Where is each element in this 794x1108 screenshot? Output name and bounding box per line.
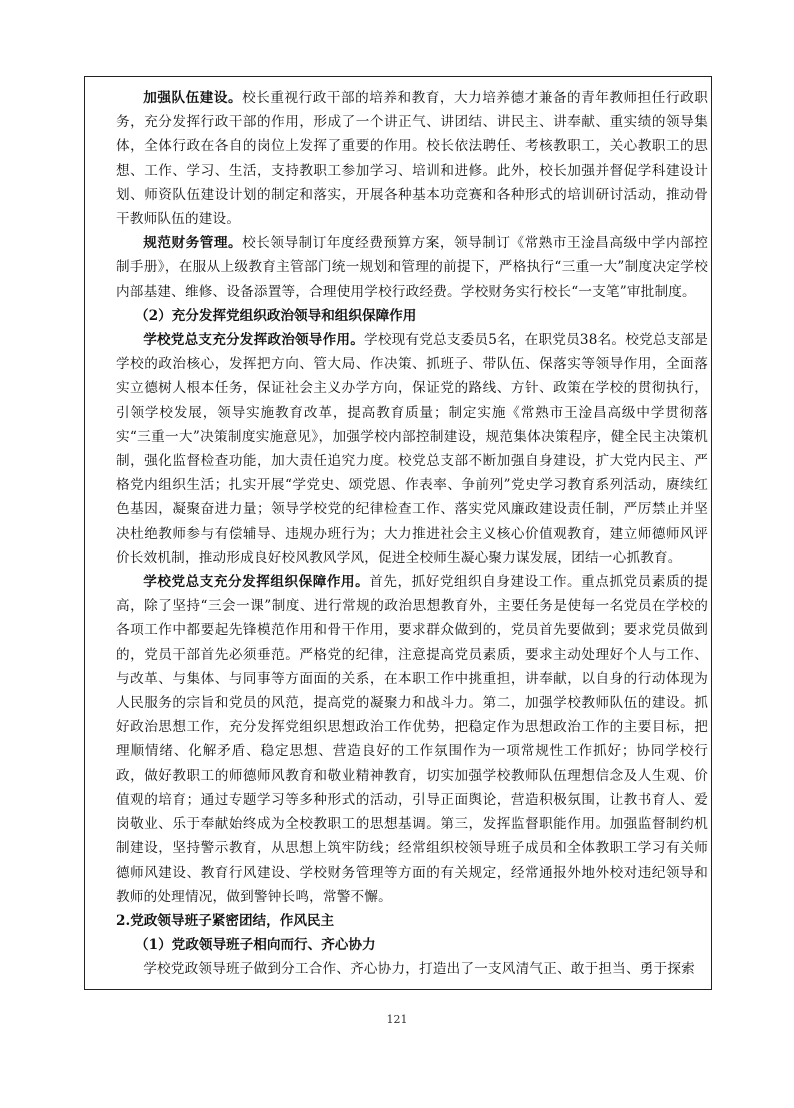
paragraph-organizational-guarantee: [116, 570, 708, 909]
paragraph-lead: 规范财务管理。: [143, 235, 243, 252]
document-body: [116, 86, 708, 982]
paragraph-finance: [116, 231, 708, 304]
paragraph-text: 校长领导制订年度经费预算方案，领导制订《常熟市王淦昌高级中学内部控制手册》，在服从上级教育主管部门统一规划和管理的前提下，严格执行“三重一大”制度决定学校内部基建、维修、设备添置等，合理使用学校行政经费。学校财务实行校长“一支笔”审批制度。: [116, 235, 708, 300]
section-heading: （2）充分发挥党组织政治领导和组织保障作用: [135, 307, 417, 324]
paragraph-lead: 学校党总支充分发挥组织保障作用。: [143, 574, 370, 591]
paragraph-lead: 学校党总支充分发挥政治领导作用。: [143, 332, 365, 349]
page-number: 121: [386, 1013, 408, 1026]
section-heading: 2.党政领导班子紧密团结，作风民主: [116, 912, 335, 929]
paragraph-lead: 加强队伍建设。: [143, 90, 243, 106]
paragraph-political-leadership: [116, 328, 708, 570]
paragraph-team-building: [116, 86, 708, 231]
subsection-heading: （1）党政领导班子相向而行、齐心协力: [135, 937, 376, 954]
paragraph-text: 首先，抓好党组织自身建设工作。重点抓党员素质的提高，除了坚持“三会一课”制度、进行常规的政治思想教育外，主要任务是使每一名党员在学校的各项工作中都要起先锋模范作用和骨干作用，要求群众做到的，党员首先要做到；要求党员做到的，党员干部首先必须垂范。严格党的纪律，注意提高党员素质，要求主动处理好个人与工作、与改革、与集体、与同事等方面面的关系，在本职工作中挑重担，讲奉献，以自身的行动体现为人民服务的宗旨和党员的风范，提高党的凝聚力和战斗力。第二，加强学校教师队伍的建设。抓好政治思想工作，充分发挥党组织思想政治工作优势，把稳定作为思想政治工作的主要目标，把理顺情绪、化解矛盾、稳定思想、营造良好的工作氛围作为一项常规性工作抓好；协同学校行政，做好教职工的师德师风教育和敬业精神教育，切实加强学校教师队伍理想信念及人生观、价值观的培育；通过专题学习等多种形式的活动，引导正面舆论，营造积极氛围，让教书育人、爱岗敬业、乐于奉献始终成为全校教职工的思想基调。第三，发挥监督职能作用。加强监督制约机制建设，坚持警示教育，从思想上筑牢防线；经常组织校领导班子成员和全体教职工学习有关师德师风建设、教育行风建设、学校财务管理等方面的有关规定，经常通报外地外校对违纪领导和教师的处理情况，做到警钟长鸣，常警不懈。: [116, 574, 708, 905]
paragraph-text: 校长重视行政干部的培养和教育，大力培养德才兼备的青年教师担任行政职务，充分发挥行政干部的作用，形成了一个讲正气、讲团结、讲民主、讲奉献、重实绩的领导集体，全体行政在各自的岗位上发挥了重要的作用。校长依法聘任、考核教职工，关心教职工的思想、工作、学习、生活，支持教职工参加学习、培训和进修。此外，校长加强并督促学科建设计划、师资队伍建设计划的制定和落实，开展各种基本功竞赛和各种形式的培训研讨活动，推动骨干教师队伍的建设。: [116, 90, 708, 228]
paragraph-text: 学校现有党总支委员5名，在职党员38名。校党总支部是学校的政治核心，发挥把方向、管大局、作决策、抓班子、带队伍、保落实等领导作用，全面落实立德树人根本任务，保证社会主义办学方向，保证党的路线、方针、政策在学校的贯彻执行，引领学校发展，领导实施教育改革，提高教育质量；制定实施《常熟市王淦昌高级中学贯彻落实“三重一大”决策制度实施意见》，加强学校内部控制建设，规范集体决策程序，健全民主决策机制，强化监督检查功能，加大责任追究力度。校党总支部不断加强自身建设，扩大党内民主、严格党内组织生活；扎实开展“学党史、颂党恩、作表率、争前列”党史学习教育系列活动，赓续红色基因，凝聚奋进力量；领导学校党的纪律检查工作、落实党风廉政建设责任制，严厉禁止并坚决杜绝教师参与有偿辅导、违规办班行为；大力推进社会主义核心价值观教育，建立师德师风评价长效机制，推动形成良好校风教风学风，促进全校师生凝心聚力谋发展，团结一心抓教育。: [116, 332, 708, 566]
paragraph-final: 学校党政领导班子做到分工合作、齐心协力，打造出了一支风清气正、敢于担当、勇于探索: [143, 961, 695, 978]
